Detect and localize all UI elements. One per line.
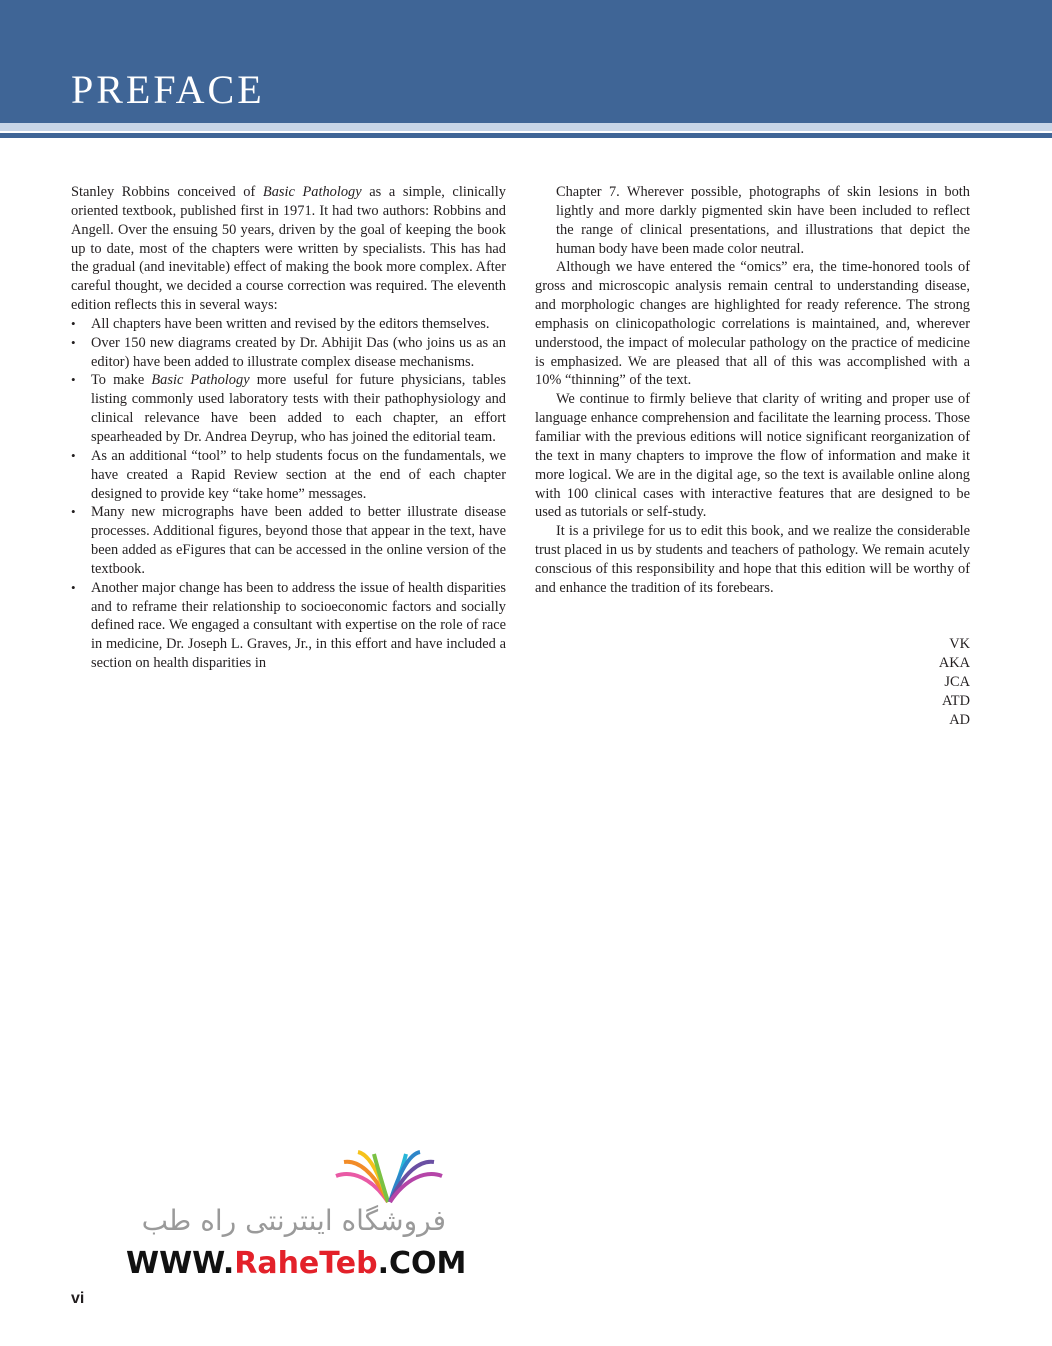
initials-line: VK bbox=[949, 636, 970, 652]
page-title: PREFACE bbox=[71, 67, 265, 112]
list-item: • Many new micrographs have been added to better illustrate disease processes. Additional figures, beyond those that appear in the text, have been added as eFigures that can be accessed in the online version of the textbook. bbox=[71, 503, 506, 578]
initials-line: AKA bbox=[938, 654, 970, 671]
initials-line: AD bbox=[949, 711, 970, 728]
header-light-rule bbox=[0, 123, 1052, 131]
list-item: • Over 150 new diagrams created by Dr. Abhijit Das (who joins us as an editor) have been added to illustrate complex disease mechanisms. bbox=[71, 334, 506, 372]
initials-line: ATD bbox=[942, 692, 970, 709]
page-number: vi bbox=[71, 1290, 85, 1307]
list-item: • All chapters have been written and revised by the editors themselves. bbox=[71, 315, 506, 334]
body-paragraph: We continue to firmly believe that clarity of writing and proper use of language enhance comprehension and facilitate the learning process. Those familiar with the previous editions will notice significant reorganization of the text in many chapters to improve the flow of information and make it more logical. We are in the digital age, so the text is available online along with 100 clinical cases with interactive features that are designed to be used as tutorials or self-study. bbox=[535, 391, 970, 521]
right-column bbox=[535, 183, 970, 598]
change-list bbox=[71, 315, 506, 673]
header-band bbox=[0, 0, 1052, 123]
body-paragraph: Although we have entered the “omics” era, the time-honored tools of gross and microscopic analysis remain central to understanding disease, and morphologic changes are highlighted for ready reference. The strong emphasis on clinicopathologic correlations is maintained, and, wherever understood, the impact of molecular pathology on the practice of medicine is emphasized. We are pleased that all of this was accomplished with a 10% “thinning” of the text. bbox=[535, 259, 970, 389]
list-item: • Another major change has been to address the issue of health disparities and to reframe their relationship to socioeconomic factors and socially defined race. We engaged a consultant with expertise on the role of race in medicine, Dr. Joseph L. Graves, Jr., in this effort and have included a section on health disparities in bbox=[71, 579, 506, 673]
editor-initials bbox=[939, 635, 970, 730]
list-item: • To make Basic Pathology more useful for future physicians, tables listing commonly used laboratory tests with their pathophysiology and clinical relevance have been added to each chapter, an effort spearheaded by Dr. Andrea Deyrup, who has joined the editorial team. bbox=[71, 371, 506, 446]
intro-paragraph: Stanley Robbins conceived of Basic Pathology as a simple, clinically oriented textbook, published first in 1971. It had two authors: Robbins and Angell. Over the ensuing 50 years, driven by the goal of keeping the book up to date, most of the chapters were written by specialists. This has had the gradual (and inevitable) effect of making the book more complex. After careful thought, we decided a course correction was required. The eleventh edition reflects this in several ways: bbox=[71, 184, 506, 314]
left-column bbox=[71, 183, 506, 673]
book-title-italic: Basic Pathology bbox=[262, 184, 362, 200]
header-dark-rule bbox=[0, 133, 1052, 138]
initials-line: JCA bbox=[944, 673, 970, 690]
book-title-italic: Basic Pathology bbox=[151, 372, 250, 389]
continued-list-text: Chapter 7. Wherever possible, photographs of skin lesions in both lightly and more darkly pigmented skin have been included to reflect the range of clinical presentations, and illustrations that depict the human body have been made color neutral. bbox=[556, 184, 970, 257]
body-paragraph: It is a privilege for us to edit this book, and we realize the considerable trust placed in us by students and teachers of pathology. We remain acutely conscious of this responsibility and hope that this edition will be worthy of and enhance the tradition of its forebears. bbox=[535, 523, 970, 596]
open-book-icon bbox=[330, 1148, 448, 1204]
watermark-url: WWW.RaheTeb.COM bbox=[126, 1246, 467, 1281]
list-item: • As an additional “tool” to help students focus on the fundamentals, we have created a Rapid Review section at the end of each chapter designed to provide key “take home” messages. bbox=[71, 447, 506, 504]
watermark-logo bbox=[120, 1148, 467, 1283]
watermark-persian-text: فروشگاه اینترنتی راه طب bbox=[141, 1204, 446, 1237]
